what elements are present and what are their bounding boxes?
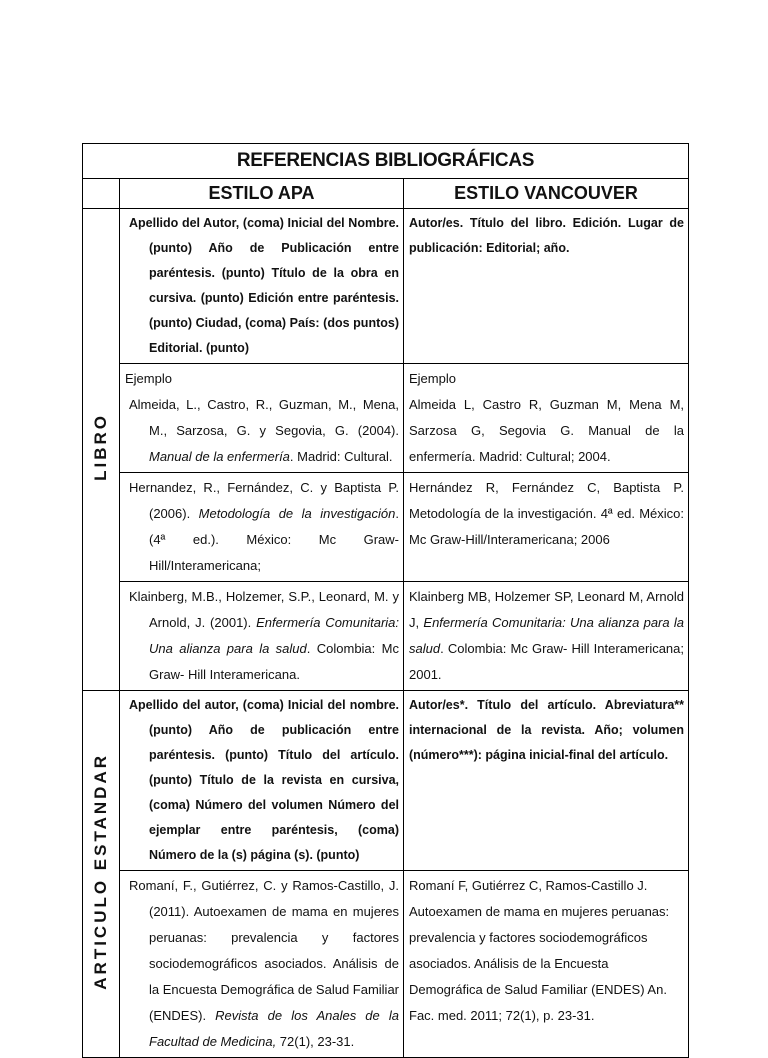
libro-vancouver-example2-text: Hernández R, Fernández C, Baptista P. Metodología de la investigación. 4ª ed. México: Mc Graw-Hill/Interamericana; 2006 <box>409 480 685 547</box>
libro-apa-format <box>120 209 404 364</box>
libro-example3-row <box>83 582 689 691</box>
ex1-apa-part-b: . Madrid: Cultural. <box>289 449 393 464</box>
libro-format-row <box>83 209 689 364</box>
articulo-apa-example-text <box>125 873 399 1055</box>
libro-vancouver-example3 <box>404 582 689 691</box>
example-label-apa: Ejemplo <box>125 371 172 386</box>
section-libro-cell <box>83 209 120 691</box>
articulo-vancouver-format-text: Autor/es*. Título del artículo. Abreviatura** internacional de la revista. Año; volumen (número***): página inicial-final del artículo. <box>409 698 685 762</box>
ex2-apa-part-b: . (4ª ed.). México: Mc Graw-Hill/Interamericana; <box>149 506 399 573</box>
libro-apa-format-text: Apellido del Autor, (coma) Inicial del Nombre. (punto) Año de Publicación entre paréntesis. (punto) Título de la obra en cursiva. (punto) Edición entre paréntesis. (punto) Ciudad, (coma) País: (dos puntos) Editorial. (punto) <box>129 216 399 355</box>
ex2-apa-part-a: Hernandez, R., Fernández, C. y Baptista P. (2006). <box>129 480 399 521</box>
title-row <box>83 144 689 179</box>
ex3-vanc-italic: Enfermería Comunitaria: Una alianza para la salud <box>409 615 685 656</box>
libro-example1-row <box>83 364 689 473</box>
articulo-apa-format <box>120 691 404 871</box>
libro-apa-example3 <box>120 582 404 691</box>
art-apa-part-a: Romaní, F., Gutiérrez, C. y Ramos-Castillo, J. (2011). Autoexamen de mama en mujeres peruanas: prevalencia y factores sociodemográficos asociados. Análisis de la Encuesta Demográfica de Salud Familiar (ENDES). <box>129 878 400 1023</box>
libro-apa-example1 <box>120 364 404 473</box>
libro-vancouver-format <box>404 209 689 364</box>
libro-apa-example1-text <box>125 392 399 470</box>
references-table <box>82 143 689 1058</box>
articulo-format-row <box>83 691 689 871</box>
ex3-apa-italic: Enfermería Comunitaria: Una alianza para la salud <box>149 615 399 656</box>
header-empty-cell <box>83 179 120 209</box>
libro-apa-example2-text <box>125 475 399 579</box>
ex2-apa-italic: Metodología de la investigación <box>198 506 396 521</box>
libro-apa-example3-text <box>125 584 399 688</box>
header-vancouver: ESTILO VANCOUVER <box>404 179 689 209</box>
libro-vancouver-format-text: Autor/es. Título del libro. Edición. Lugar de publicación: Editorial; año. <box>409 216 685 255</box>
header-apa: ESTILO APA <box>120 179 404 209</box>
art-apa-part-b: 72(1), 23-31. <box>276 1034 355 1049</box>
libro-apa-example2 <box>120 473 404 582</box>
section-libro-label: LIBRO <box>91 413 110 481</box>
ex3-vanc-part-b: . Colombia: Mc Graw- Hill Interamericana; 2001. <box>409 641 685 682</box>
ex1-apa-italic: Manual de la enfermería <box>149 449 290 464</box>
ex3-apa-part-a: Klainberg, M.B., Holzemer, S.P., Leonard, M. y Arnold, J. (2001). <box>129 589 399 630</box>
libro-example2-row <box>83 473 689 582</box>
ex3-vanc-part-a: Klainberg MB, Holzemer SP, Leonard M, Arnold J, <box>409 589 685 630</box>
table-title: REFERENCIAS BIBLIOGRÁFICAS <box>83 144 689 179</box>
libro-vancouver-example2 <box>404 473 689 582</box>
libro-vancouver-example1-text: Almeida L, Castro R, Guzman M, Mena M, Sarzosa G, Segovia G. Manual de la enfermería. Madrid: Cultural; 2004. <box>409 397 685 464</box>
header-row <box>83 179 689 209</box>
ex1-apa-part-a: Almeida, L., Castro, R., Guzman, M., Mena, M., Sarzosa, G. y Segovia, G. (2004). <box>129 397 399 438</box>
section-articulo-cell <box>83 691 120 1058</box>
articulo-vancouver-format <box>404 691 689 871</box>
example-label-vancouver: Ejemplo <box>409 371 456 386</box>
libro-vancouver-example1 <box>404 364 689 473</box>
articulo-apa-format-text: Apellido del autor, (coma) Inicial del nombre. (punto) Año de publicación entre paréntesis. (punto) Título del artículo. (punto) Título de la revista en cursiva, (coma) Número del volumen Número del ejemplar entre paréntesis, (coma) Número de la (s) página (s). (punto) <box>129 698 399 862</box>
articulo-vancouver-example-text: Romaní F, Gutiérrez C, Ramos-Castillo J. Autoexamen de mama en mujeres peruanas: prevalencia y factores sociodemográficos asociados. Análisis de la Encuesta Demográfica de Salud Familiar (ENDES) An. Fac. med. 2011; 72(1), p. 23-31. <box>409 878 670 1023</box>
articulo-apa-example <box>120 871 404 1058</box>
ex3-apa-part-b: . Colombia: Mc Graw- Hill Interamericana. <box>149 641 399 682</box>
libro-vancouver-example3-text <box>409 584 684 688</box>
articulo-vancouver-example <box>404 871 689 1058</box>
section-articulo-label: ARTICULO ESTANDAR <box>91 753 110 990</box>
articulo-example-row <box>83 871 689 1058</box>
art-apa-italic: Revista de los Anales de la Facultad de Medicina, <box>149 1008 399 1049</box>
